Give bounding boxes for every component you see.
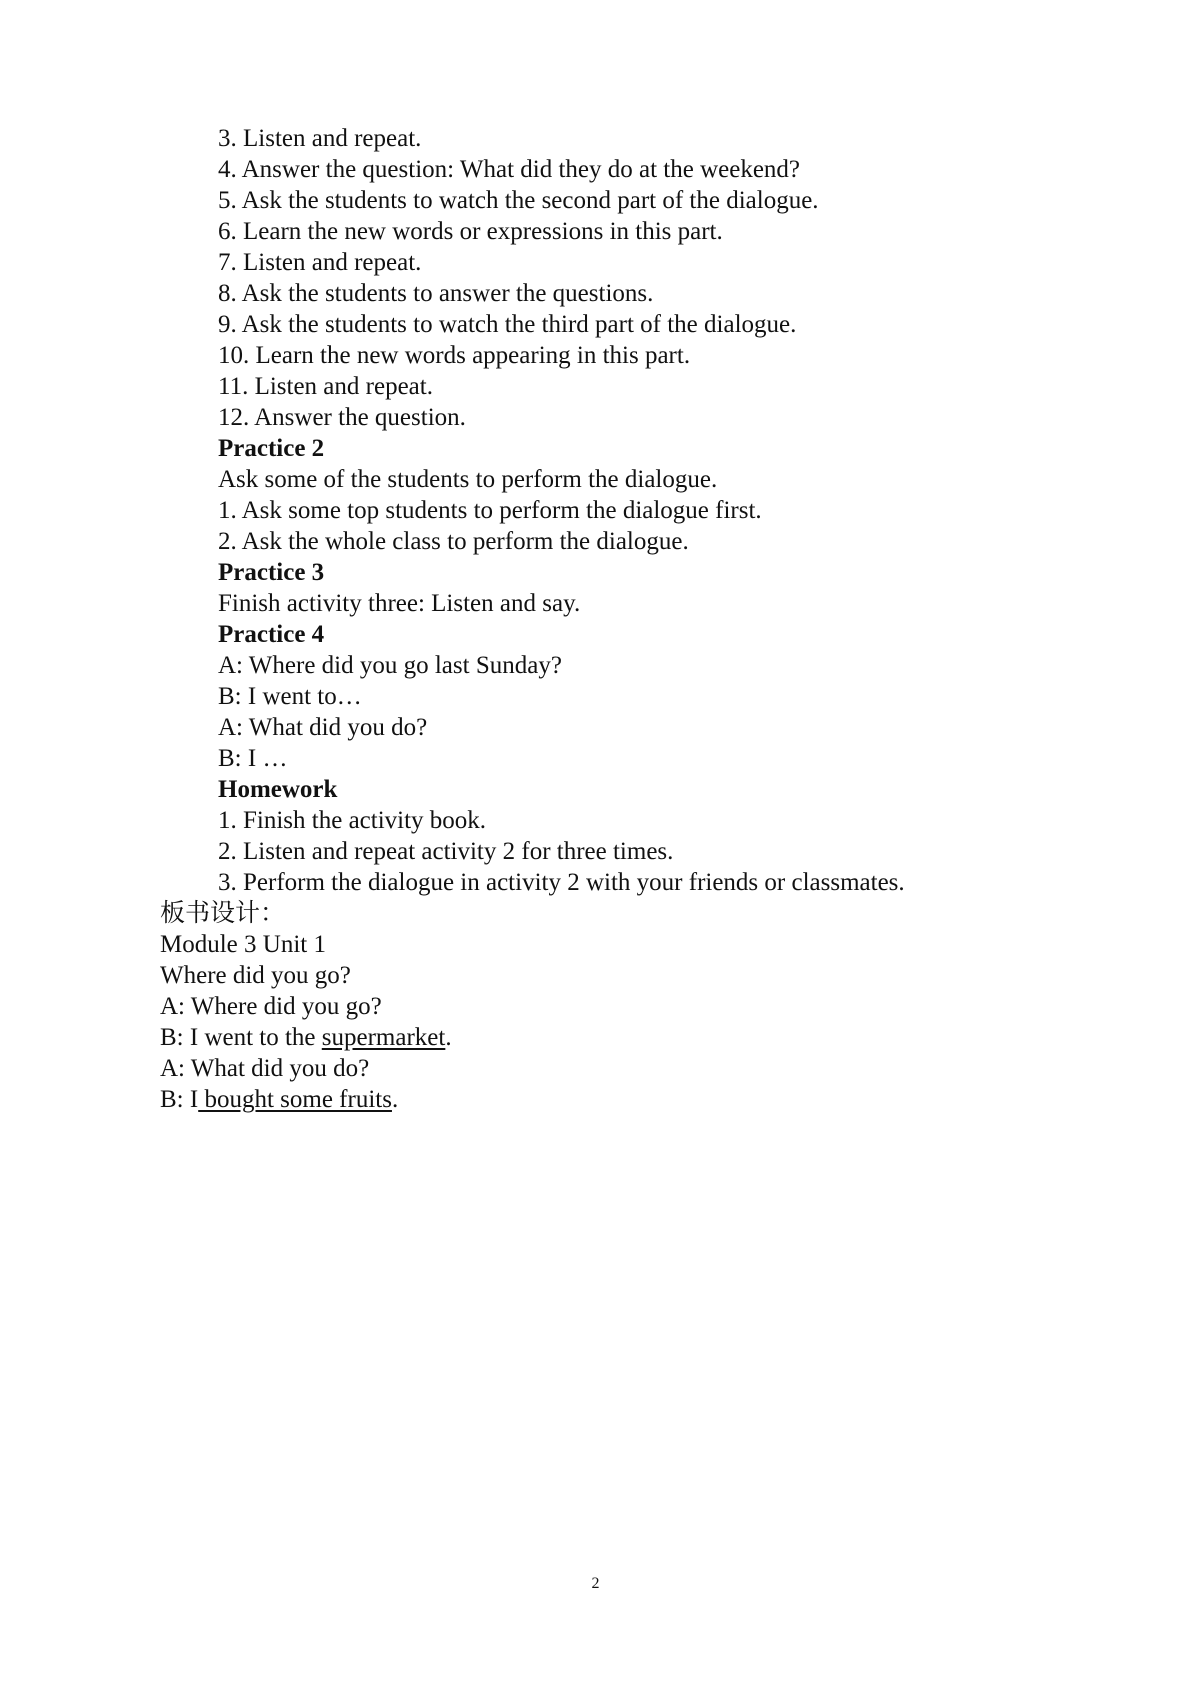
practice-4-line-3: A: What did you do?	[218, 714, 428, 741]
board-line-2-prefix: B: I went to the	[160, 1024, 322, 1051]
practice-3-text: Finish activity three: Listen and say.	[218, 590, 581, 617]
practice-2-intro: Ask some of the students to perform the dialogue.	[218, 466, 718, 493]
homework-item-2: 2. Listen and repeat activity 2 for three times.	[218, 838, 674, 865]
practice-2-item-2: 2. Ask the whole class to perform the dialogue.	[218, 528, 689, 555]
board-line-2	[160, 1022, 452, 1053]
board-line-3: A: What did you do?	[160, 1055, 370, 1082]
board-subtitle: Where did you go?	[160, 962, 351, 989]
practice-3-heading: Practice 3	[218, 559, 325, 586]
step-5: 5. Ask the students to watch the second part of the dialogue.	[218, 187, 819, 214]
board-line-4-underlined: bought some fruits	[198, 1086, 392, 1113]
step-7: 7. Listen and repeat.	[218, 249, 422, 276]
step-3: 3. Listen and repeat.	[218, 125, 422, 152]
step-12: 12. Answer the question.	[218, 404, 466, 431]
page-number: 2	[591, 1575, 600, 1592]
board-line-4	[160, 1084, 398, 1115]
board-line-2-suffix: .	[445, 1024, 452, 1051]
practice-4-line-2: B: I went to…	[218, 683, 362, 710]
board-line-4-prefix: B: I	[160, 1086, 199, 1113]
step-9: 9. Ask the students to watch the third part of the dialogue.	[218, 311, 797, 338]
board-title: Module 3 Unit 1	[160, 931, 326, 958]
step-6: 6. Learn the new words or expressions in this part.	[218, 218, 723, 245]
practice-4-line-1: A: Where did you go last Sunday?	[218, 652, 562, 679]
homework-heading: Homework	[218, 776, 338, 803]
step-11: 11. Listen and repeat.	[218, 373, 433, 400]
practice-4-heading: Practice 4	[218, 621, 325, 648]
homework-item-1: 1. Finish the activity book.	[218, 807, 487, 834]
step-8: 8. Ask the students to answer the questions.	[218, 280, 654, 307]
board-line-1: A: Where did you go?	[160, 993, 382, 1020]
board-line-2-underlined: supermarket	[321, 1024, 446, 1051]
board-design-label: 板书设计：	[160, 900, 286, 927]
homework-item-3: 3. Perform the dialogue in activity 2 with your friends or classmates.	[218, 869, 905, 896]
step-10: 10. Learn the new words appearing in this part.	[218, 342, 691, 369]
practice-2-item-1: 1. Ask some top students to perform the dialogue first.	[218, 497, 762, 524]
practice-4-line-4: B: I …	[218, 745, 288, 772]
practice-2-heading: Practice 2	[218, 435, 325, 462]
step-4: 4. Answer the question: What did they do at the weekend?	[218, 156, 801, 183]
board-line-4-suffix: .	[391, 1086, 399, 1113]
